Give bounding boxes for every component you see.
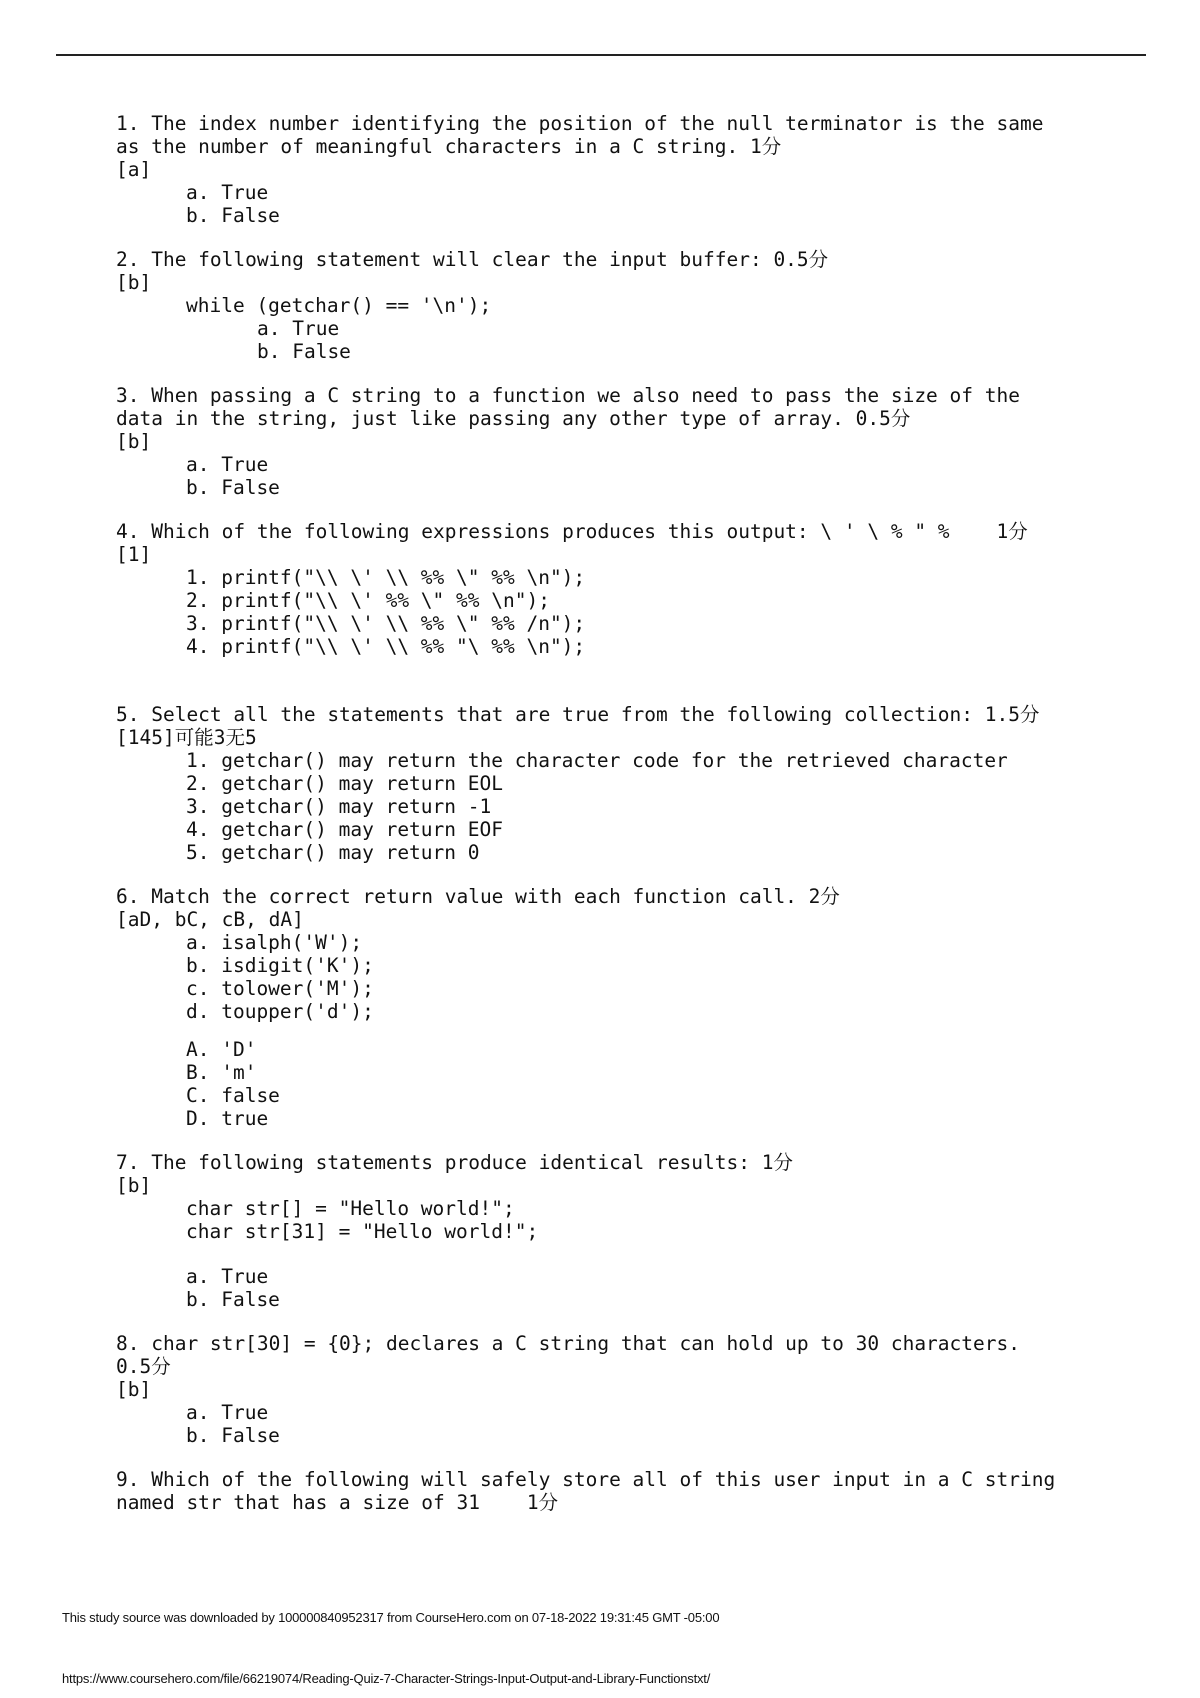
question-5 <box>116 703 1116 864</box>
top-rule <box>56 54 1146 56</box>
question-8 <box>116 1332 1116 1447</box>
option: 4. getchar() may return EOF <box>186 818 503 841</box>
code-line: while (getchar() == '\n'); <box>186 294 492 317</box>
answer-key: [b] <box>116 1174 152 1197</box>
question-6 <box>116 885 1116 1130</box>
question-text: 7. The following statements produce identical results: 1分 <box>116 1151 793 1174</box>
answer-key: [1] <box>116 543 152 566</box>
question-text: 4. Which of the following expressions produces this output: \ ' \ % " % 1分 <box>116 520 1028 543</box>
answer-key: [b] <box>116 430 152 453</box>
option: a. True <box>186 1401 269 1424</box>
option: a. isalph('W'); <box>186 931 363 954</box>
answer-key: [145]可能3无5 <box>116 726 257 749</box>
option: b. isdigit('K'); <box>186 954 374 977</box>
option: b. False <box>186 204 280 227</box>
option: 1. printf("\\ \' \\ %% \" %% \n"); <box>186 566 586 589</box>
answer-key: [b] <box>116 1378 152 1401</box>
match-value: A. 'D' <box>186 1038 257 1061</box>
question-text: 6. Match the correct return value with each function call. 2分 <box>116 885 840 908</box>
question-text: 1. The index number identifying the position of the null terminator is the same <box>116 112 1044 135</box>
match-value: B. 'm' <box>186 1061 257 1084</box>
question-text: 2. The following statement will clear the input buffer: 0.5分 <box>116 248 829 271</box>
question-text: 9. Which of the following will safely store all of this user input in a C string <box>116 1468 1056 1491</box>
question-text: 5. Select all the statements that are true from the following collection: 1.5分 <box>116 703 1040 726</box>
question-text: as the number of meaningful characters in a C string. 1分 <box>116 135 782 158</box>
question-text: 0.5分 <box>116 1355 171 1378</box>
match-value: D. true <box>186 1107 269 1130</box>
option: b. False <box>257 340 351 363</box>
option: a. True <box>186 181 269 204</box>
option: 2. getchar() may return EOL <box>186 772 503 795</box>
answer-key: [aD, bC, cB, dA] <box>116 908 304 931</box>
question-4 <box>116 520 1116 658</box>
quiz-content <box>116 112 1116 1514</box>
question-1 <box>116 112 1116 227</box>
option: a. True <box>257 317 340 340</box>
code-line: char str[] = "Hello world!"; <box>186 1197 515 1220</box>
match-value: C. false <box>186 1084 280 1107</box>
option: b. False <box>186 476 280 499</box>
option: 1. getchar() may return the character code for the retrieved character <box>186 749 1008 772</box>
option: 3. getchar() may return -1 <box>186 795 492 818</box>
question-7 <box>116 1151 1116 1311</box>
option: 4. printf("\\ \' \\ %% "\ %% \n"); <box>186 635 586 658</box>
option: b. False <box>186 1288 280 1311</box>
source-url[interactable]: https://www.coursehero.com/file/66219074/Reading-Quiz-7-Character-Strings-Input-Output-and-Library-Functionstxt/ <box>62 1671 711 1686</box>
answer-key: [a] <box>116 158 152 181</box>
option: d. toupper('d'); <box>186 1000 374 1023</box>
answer-key: [b] <box>116 271 152 294</box>
question-9 <box>116 1468 1116 1514</box>
option: 2. printf("\\ \' %% \" %% \n"); <box>186 589 550 612</box>
download-source-notice: This study source was downloaded by 100000840952317 from CourseHero.com on 07-18-2022 19:31:45 GMT -05:00 <box>62 1610 720 1625</box>
option: 5. getchar() may return 0 <box>186 841 480 864</box>
question-text: data in the string, just like passing any other type of array. 0.5分 <box>116 407 911 430</box>
question-text: 8. char str[30] = {0}; declares a C string that can hold up to 30 characters. <box>116 1332 1020 1355</box>
option: c. tolower('M'); <box>186 977 374 1000</box>
option: 3. printf("\\ \' \\ %% \" %% /n"); <box>186 612 586 635</box>
question-2 <box>116 248 1116 363</box>
question-text: named str that has a size of 31 1分 <box>116 1491 559 1514</box>
question-3 <box>116 384 1116 499</box>
option: a. True <box>186 1265 269 1288</box>
code-line: char str[31] = "Hello world!"; <box>186 1220 539 1243</box>
option: a. True <box>186 453 269 476</box>
question-text: 3. When passing a C string to a function we also need to pass the size of the <box>116 384 1020 407</box>
option: b. False <box>186 1424 280 1447</box>
